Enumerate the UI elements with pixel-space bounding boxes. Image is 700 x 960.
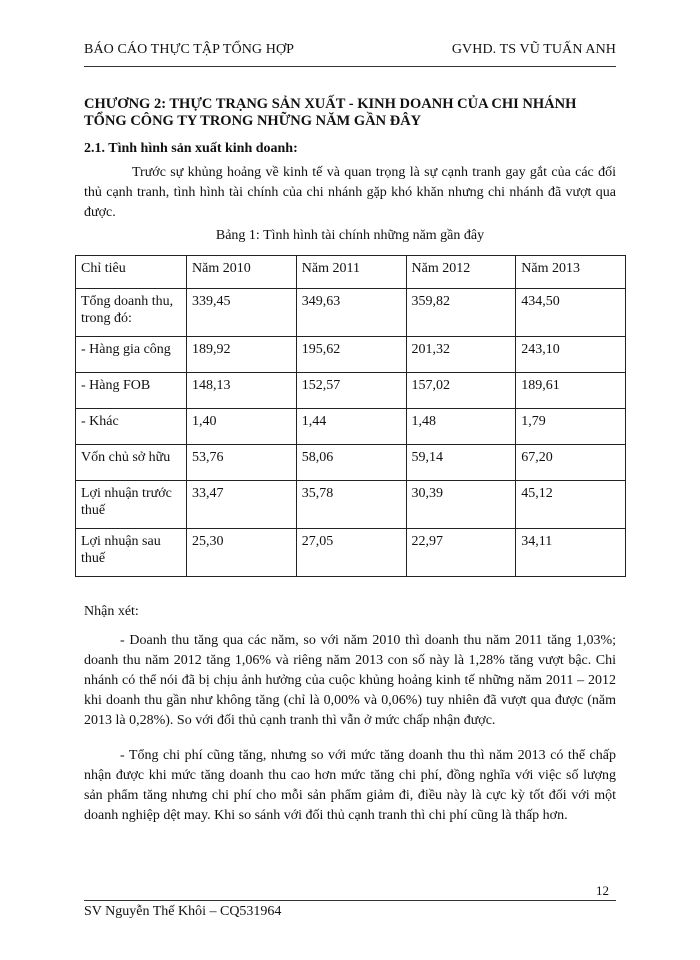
row-label: - Hàng gia công	[76, 337, 187, 373]
table-cell: 59,14	[406, 445, 516, 481]
table-cell: 27,05	[296, 529, 406, 577]
header-divider	[84, 66, 616, 67]
comment-label: Nhận xét:	[84, 604, 139, 619]
chapter-title: CHƯƠNG 2: THỰC TRẠNG SẢN XUẤT - KINH DOANH CỦA CHI NHÁNH TỔNG CÔNG TY TRONG NHỮNG NĂM GẦN ĐÂY	[84, 96, 577, 129]
header-cell: Năm 2010	[187, 256, 297, 289]
table-cell: 1,48	[406, 409, 516, 445]
table-caption: Bảng 1: Tình hình tài chính những năm gần đây	[215, 228, 485, 243]
table-row	[76, 373, 626, 409]
row-label: - Khác	[76, 409, 187, 445]
comment-paragraph-revenue: - Doanh thu tăng qua các năm, so với năm 2010 thì doanh thu năm 2011 tăng 1,03%; doanh thu năm 2012 tăng 1,06% và riêng năm 2013 con số này là 1,28% tăng vượt bậc. Chi nhánh có thể nói đã bị chịu ảnh hưởng của cuộc khủng hoảng kinh tế những năm 2011 – 2012 khi doanh thu gần như không tăng (chỉ là 0,00% và 0,06%) tuy nhiên đã vượt qua được (năm 2013 là 0,28%). So với đối thủ cạnh tranh thì vẫn ở mức chấp nhận được.	[84, 633, 616, 728]
header-cell: Năm 2013	[516, 256, 626, 289]
table-row	[76, 409, 626, 445]
page-number: 12	[596, 883, 609, 898]
table-cell: 157,02	[406, 373, 516, 409]
intro-paragraph: Trước sự khủng hoảng về kinh tế và quan trọng là sự cạnh tranh gay gắt của các đối thủ cạnh tranh, tình hình tài chính của chi nhánh gặp khó khăn nhưng chi nhánh đã vượt qua được.	[84, 165, 616, 220]
section-title: 2.1. Tình hình sản xuất kinh doanh:	[84, 141, 298, 156]
page-header	[84, 42, 616, 58]
table-cell: 195,62	[296, 337, 406, 373]
table-row	[76, 445, 626, 481]
table-cell: 434,50	[516, 289, 626, 337]
row-label: Lợi nhuận sau thuế	[76, 529, 187, 577]
table-cell: 189,61	[516, 373, 626, 409]
header-report-title: BÁO CÁO THỰC TẬP TỔNG HỢP	[84, 42, 295, 57]
table-cell: 25,30	[187, 529, 297, 577]
table-cell: 243,10	[516, 337, 626, 373]
page-footer: SV Nguyễn Thế Khôi – CQ531964	[84, 904, 282, 919]
table-cell: 349,63	[296, 289, 406, 337]
table-cell: 148,13	[187, 373, 297, 409]
header-supervisor: GVHD. TS VŨ TUẤN ANH	[451, 42, 616, 57]
table-cell: 45,12	[516, 481, 626, 529]
row-label: Lợi nhuận trước thuế	[76, 481, 187, 529]
table-cell: 201,32	[406, 337, 516, 373]
header-cell: Năm 2011	[296, 256, 406, 289]
table-cell: 339,45	[187, 289, 297, 337]
table-row	[76, 529, 626, 577]
table-row	[76, 337, 626, 373]
table-row	[76, 289, 626, 337]
header-cell: Năm 2012	[406, 256, 516, 289]
table-cell: 35,78	[296, 481, 406, 529]
table-cell: 30,39	[406, 481, 516, 529]
table-cell: 359,82	[406, 289, 516, 337]
table-cell: 67,20	[516, 445, 626, 481]
table-cell: 189,92	[187, 337, 297, 373]
row-label: Vốn chủ sở hữu	[76, 445, 187, 481]
table-cell: 152,57	[296, 373, 406, 409]
table-cell: 34,11	[516, 529, 626, 577]
comment-paragraph-costs: - Tổng chi phí cũng tăng, nhưng so với mức tăng doanh thu thì năm 2013 có thể chấp nhận được khi mức tăng doanh thu cao hơn mức tăng chi phí, đồng nghĩa với việc số lượng sản phẩm tăng nhưng chi phí cho mỗi sản phẩm giảm đi, điều này là cực kỳ tốt đối với một doanh nghiệp dệt may. Khi so sánh với đối thủ cạnh tranh thì chi phí cũng là thấp hơn.	[84, 748, 616, 823]
row-label: Tổng doanh thu, trong đó:	[76, 289, 187, 337]
table-cell: 53,76	[187, 445, 297, 481]
table-cell: 1,79	[516, 409, 626, 445]
table-row	[76, 481, 626, 529]
row-label: - Hàng FOB	[76, 373, 187, 409]
financial-table	[75, 255, 626, 577]
table-cell: 33,47	[187, 481, 297, 529]
table-header-row	[76, 256, 626, 289]
table-cell: 58,06	[296, 445, 406, 481]
table-cell: 22,97	[406, 529, 516, 577]
header-cell: Chỉ tiêu	[76, 256, 187, 289]
table-cell: 1,40	[187, 409, 297, 445]
footer-divider	[84, 900, 616, 901]
table-cell: 1,44	[296, 409, 406, 445]
